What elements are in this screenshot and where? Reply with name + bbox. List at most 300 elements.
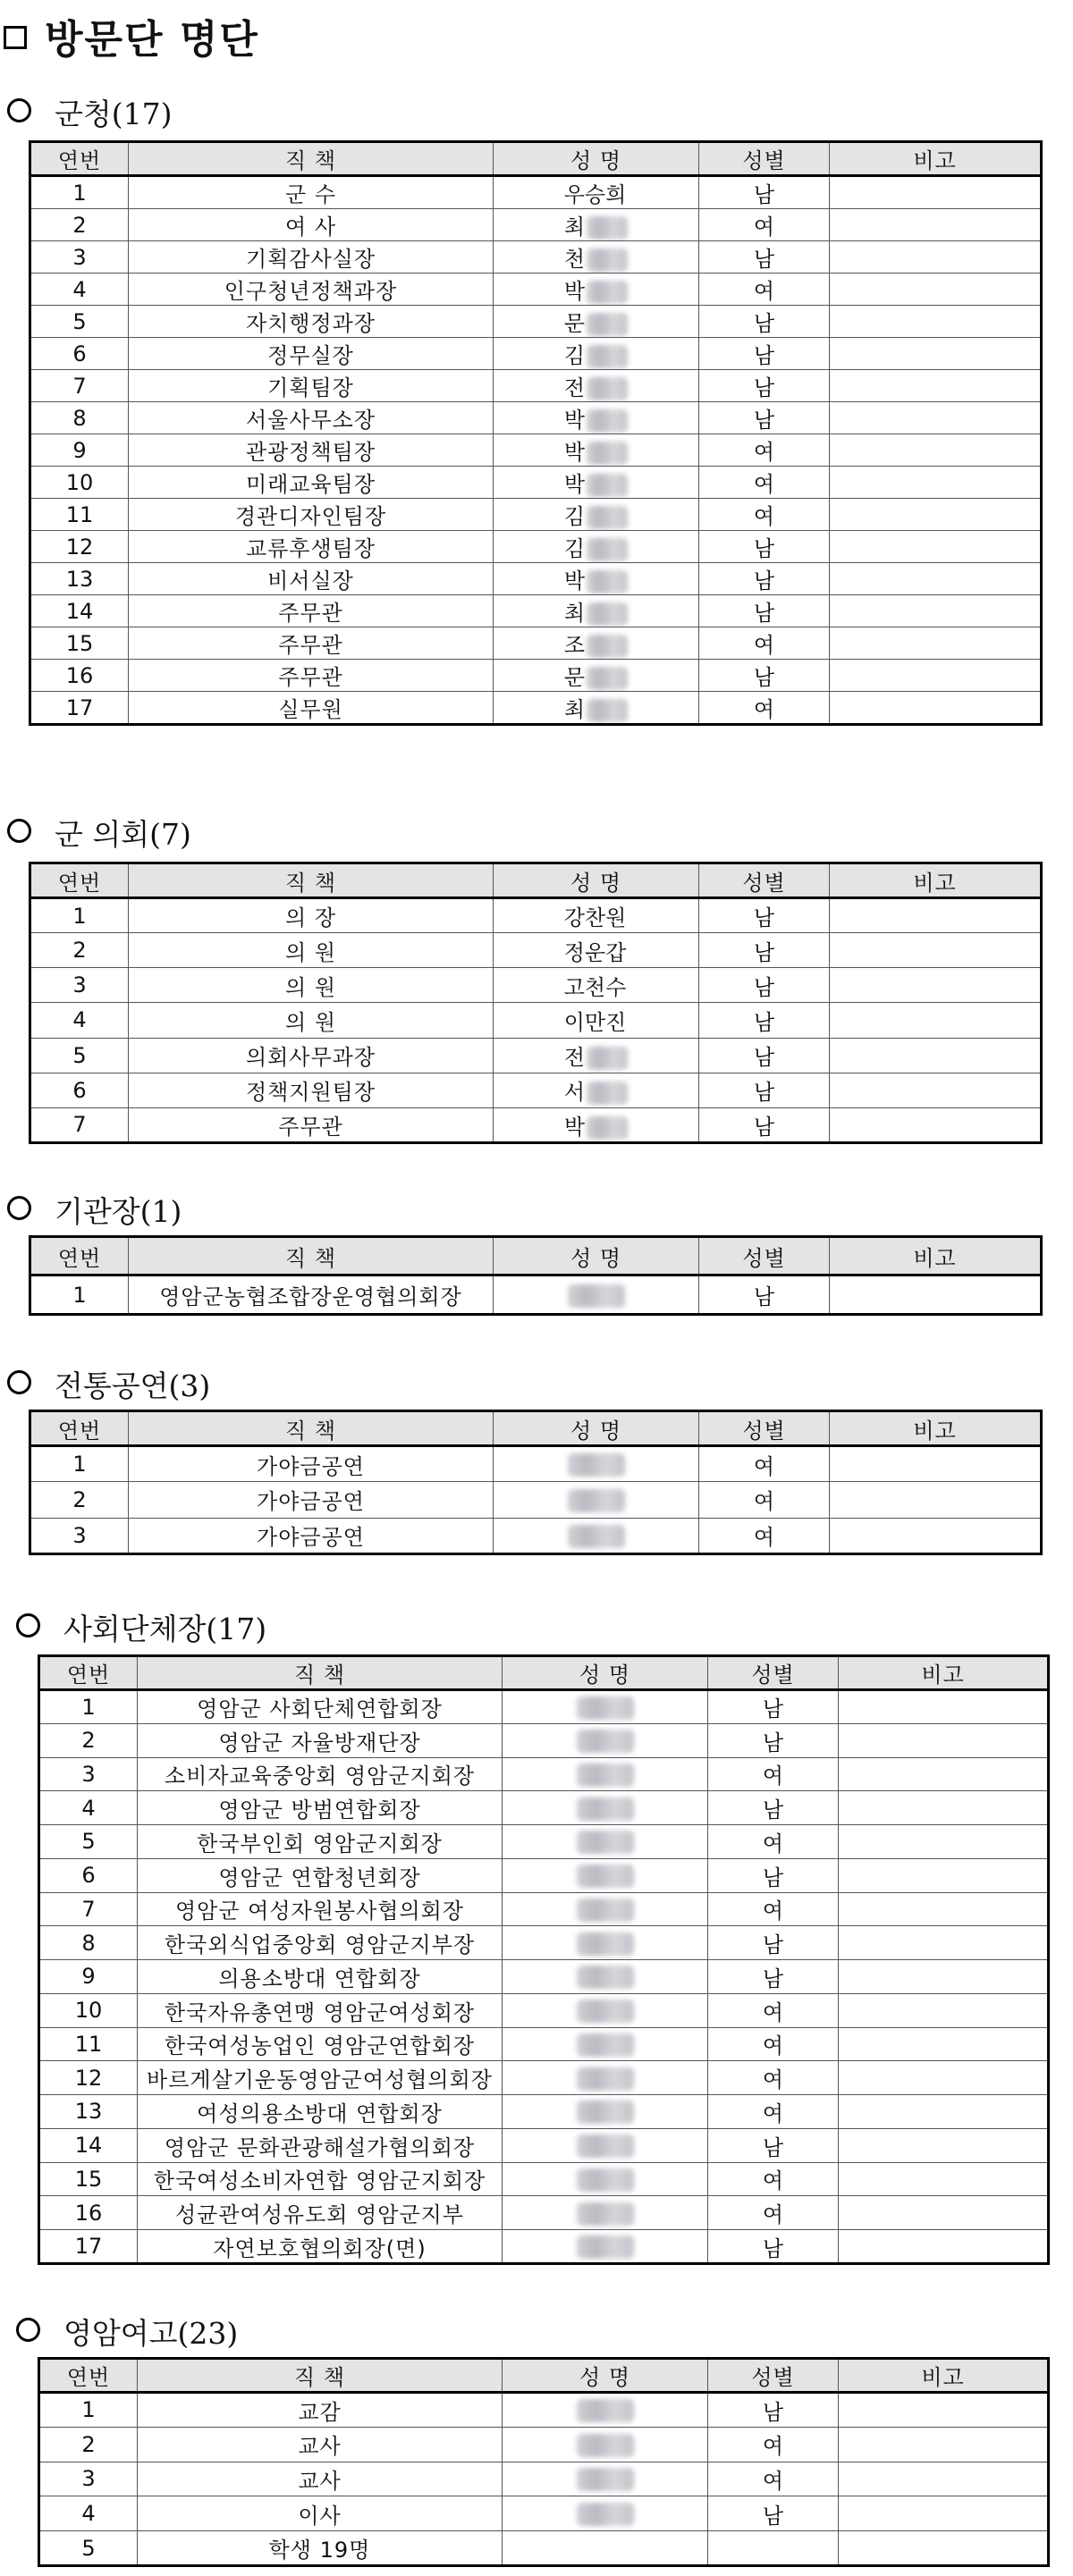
row-name: [494, 467, 699, 499]
row-gender: 남: [699, 1038, 830, 1073]
roster-table-school: [38, 2357, 1050, 2567]
redacted-name-blur: [577, 1898, 634, 1922]
table-header-row: [30, 1237, 1042, 1275]
row-number: 2: [39, 1723, 138, 1757]
row-gender: 남: [708, 1723, 839, 1757]
redacted-name-blur: [587, 248, 628, 272]
redacted-name-blur: [587, 635, 628, 658]
row-gender: 남: [708, 2128, 839, 2162]
row-gender: 여: [708, 1892, 839, 1926]
row-name: [503, 2531, 708, 2566]
table-row: [30, 499, 1042, 531]
row-gender: 여: [708, 2061, 839, 2095]
row-note: [830, 627, 1042, 660]
name-text: 우승희: [563, 182, 627, 207]
row-note: [830, 241, 1042, 274]
table-row: [30, 563, 1042, 595]
row-name: [503, 1723, 708, 1757]
row-note: [839, 2128, 1049, 2162]
name-text: 전: [563, 375, 586, 400]
row-number: 2: [30, 1482, 129, 1518]
row-number: 7: [39, 1892, 138, 1926]
row-role: 영암군 사회단체연합회장: [138, 1690, 503, 1724]
row-role: 주무관: [129, 660, 494, 692]
row-gender: 여: [699, 1482, 830, 1518]
row-number: 4: [39, 2496, 138, 2531]
row-number: 12: [30, 531, 129, 563]
table-row: [30, 176, 1042, 209]
redacted-name-blur: [577, 2434, 634, 2457]
section-heading-text: 영암여고(23): [63, 2316, 239, 2351]
row-gender: 남: [708, 1690, 839, 1724]
row-number: 8: [39, 1926, 138, 1960]
row-role: 가야금공연: [129, 1446, 494, 1482]
redacted-name-blur: [577, 1999, 634, 2023]
row-number: 4: [30, 1003, 129, 1038]
row-note: [830, 968, 1042, 1003]
table-header-row: [39, 1656, 1049, 1690]
row-number: 2: [30, 209, 129, 241]
header-name: 성 명: [494, 142, 699, 176]
table-row: [39, 2427, 1049, 2462]
redacted-name-blur: [577, 2468, 634, 2491]
name-text: 박: [563, 279, 586, 304]
row-gender: 남: [699, 563, 830, 595]
redacted-name-blur: [577, 2134, 634, 2158]
circle-bullet-icon: [7, 98, 31, 122]
redacted-name-blur: [587, 281, 628, 304]
row-number: 5: [39, 2531, 138, 2566]
table-row: [30, 968, 1042, 1003]
redacted-name-blur: [577, 1797, 634, 1821]
row-name: [494, 402, 699, 434]
section-heading-text: 전통공연(3): [55, 1368, 211, 1403]
table-row: [39, 2128, 1049, 2162]
row-gender: 여: [699, 467, 830, 499]
table-row: [30, 660, 1042, 692]
row-name: [494, 370, 699, 402]
row-name: [503, 1690, 708, 1724]
row-gender: [708, 2531, 839, 2566]
row-gender: 여: [708, 1825, 839, 1859]
roster-table-county: [29, 140, 1043, 726]
table-row: [39, 1892, 1049, 1926]
row-name: [494, 595, 699, 627]
row-note: [830, 660, 1042, 692]
row-number: 15: [30, 627, 129, 660]
row-note: [830, 1073, 1042, 1107]
row-role: 한국부인회 영암군지회장: [138, 1825, 503, 1859]
row-note: [839, 2061, 1049, 2095]
table-row: [30, 1038, 1042, 1073]
table-row: [39, 1791, 1049, 1825]
row-name: [494, 660, 699, 692]
redacted-name-blur: [568, 1489, 625, 1512]
row-gender: 남: [699, 660, 830, 692]
row-number: 14: [30, 595, 129, 627]
row-role: 가야금공연: [129, 1518, 494, 1553]
row-name: [494, 499, 699, 531]
row-name: [503, 2061, 708, 2095]
header-no: 연번: [39, 2359, 138, 2393]
redacted-name-blur: [577, 2503, 634, 2526]
row-note: [830, 370, 1042, 402]
table-row: [39, 2230, 1049, 2264]
header-name: 성 명: [503, 1656, 708, 1690]
row-role: 한국여성농업인 영암군연합회장: [138, 2027, 503, 2061]
row-gender: 남: [699, 968, 830, 1003]
row-number: 3: [39, 2462, 138, 2496]
row-number: 14: [39, 2128, 138, 2162]
row-number: 6: [30, 1073, 129, 1107]
row-role: 한국외식업중앙회 영암군지부장: [138, 1926, 503, 1960]
table-row: [30, 338, 1042, 370]
header-name: 성 명: [494, 1411, 699, 1446]
row-number: 6: [30, 338, 129, 370]
table-header-row: [30, 142, 1042, 176]
row-note: [830, 1482, 1042, 1518]
redacted-name-blur: [577, 2033, 634, 2057]
header-role: 직 책: [129, 142, 494, 176]
row-gender: 여: [699, 692, 830, 725]
name-text: 천: [563, 247, 586, 272]
row-note: [830, 434, 1042, 467]
table-row: [39, 1993, 1049, 2027]
row-gender: 남: [708, 1926, 839, 1960]
row-name: [494, 306, 699, 338]
redacted-name-blur: [577, 2067, 634, 2091]
header-note: 비고: [839, 1656, 1049, 1690]
row-role: 교류후생팀장: [129, 531, 494, 563]
row-name: [503, 1757, 708, 1791]
header-role: 직 책: [129, 1411, 494, 1446]
row-gender: 남: [699, 338, 830, 370]
row-gender: 여: [699, 627, 830, 660]
row-role: 영암군 여성자원봉사협의회장: [138, 1892, 503, 1926]
row-gender: 여: [708, 2427, 839, 2462]
row-role: 교감: [138, 2393, 503, 2428]
row-name: [494, 1275, 699, 1315]
row-role: 한국자유총연맹 영암군여성회장: [138, 1993, 503, 2027]
name-text: 최: [563, 215, 586, 240]
row-role: 영암군 자율방재단장: [138, 1723, 503, 1757]
row-gender: 남: [708, 2230, 839, 2264]
section-heading-school: [16, 2311, 238, 2353]
row-gender: 남: [699, 1073, 830, 1107]
row-role: 한국여성소비자연합 영암군지회장: [138, 2162, 503, 2196]
table-row: [30, 306, 1042, 338]
redacted-name-blur: [587, 409, 628, 433]
row-role: 경관디자인팀장: [129, 499, 494, 531]
name-text: 이만진: [563, 1009, 627, 1035]
redacted-name-blur: [568, 1525, 625, 1548]
row-number: 7: [30, 1107, 129, 1142]
row-role: 교사: [138, 2427, 503, 2462]
table-row: [30, 467, 1042, 499]
row-gender: 남: [699, 1275, 830, 1315]
row-number: 7: [30, 370, 129, 402]
square-bullet-icon: [4, 26, 27, 49]
header-name: 성 명: [503, 2359, 708, 2393]
redacted-name-blur: [577, 1831, 634, 1854]
row-number: 1: [39, 1690, 138, 1724]
row-role: 여 사: [129, 209, 494, 241]
redacted-name-blur: [577, 1932, 634, 1956]
redacted-name-blur: [587, 313, 628, 336]
row-name: [494, 274, 699, 306]
row-note: [839, 2162, 1049, 2196]
circle-bullet-icon: [16, 1613, 40, 1637]
section-heading-text: 기관장(1): [55, 1194, 182, 1229]
row-gender: 남: [699, 933, 830, 968]
row-note: [830, 1038, 1042, 1073]
name-text: 최: [563, 697, 586, 722]
row-name: [494, 1073, 699, 1107]
row-role: 영암군 방범연합회장: [138, 1791, 503, 1825]
header-gender: 성별: [699, 863, 830, 898]
row-number: 2: [30, 933, 129, 968]
row-note: [830, 338, 1042, 370]
header-no: 연번: [30, 142, 129, 176]
row-note: [839, 1858, 1049, 1892]
name-text: 최: [563, 601, 586, 626]
row-number: 11: [30, 499, 129, 531]
row-number: 9: [30, 434, 129, 467]
row-note: [830, 1107, 1042, 1142]
roster-table-council: [29, 862, 1043, 1144]
header-gender: 성별: [699, 1237, 830, 1275]
table-row: [30, 531, 1042, 563]
row-name: [494, 338, 699, 370]
name-text: 박: [563, 440, 586, 465]
row-note: [839, 1690, 1049, 1724]
row-role: 의 장: [129, 898, 494, 933]
row-name: [494, 241, 699, 274]
table-row: [39, 1825, 1049, 1859]
row-name: [503, 1960, 708, 1994]
name-text: 박: [563, 408, 586, 433]
row-note: [830, 467, 1042, 499]
table-row: [39, 2531, 1049, 2566]
header-gender: 성별: [699, 142, 830, 176]
table-header-row: [30, 863, 1042, 898]
row-name: [503, 2095, 708, 2129]
row-role: 여성의용소방대 연합회장: [138, 2095, 503, 2129]
row-number: 16: [39, 2196, 138, 2230]
row-gender: 남: [708, 2393, 839, 2428]
row-name: [503, 2462, 708, 2496]
row-note: [839, 2531, 1049, 2566]
row-note: [839, 2027, 1049, 2061]
name-text: 김: [563, 343, 586, 368]
redacted-name-blur: [587, 570, 628, 593]
row-gender: 남: [708, 1858, 839, 1892]
header-gender: 성별: [708, 1656, 839, 1690]
row-note: [830, 499, 1042, 531]
table-row: [30, 1003, 1042, 1038]
row-number: 13: [30, 563, 129, 595]
row-name: [503, 1825, 708, 1859]
row-number: 13: [39, 2095, 138, 2129]
row-role: 주무관: [129, 1107, 494, 1142]
table-row: [39, 1757, 1049, 1791]
row-note: [830, 1003, 1042, 1038]
table-row: [39, 1960, 1049, 1994]
name-text: 박: [563, 568, 586, 593]
circle-bullet-icon: [7, 819, 31, 843]
row-number: 1: [30, 176, 129, 209]
row-gender: 남: [708, 2496, 839, 2531]
row-note: [830, 531, 1042, 563]
row-gender: 남: [708, 1960, 839, 1994]
table-row: [39, 2061, 1049, 2095]
row-note: [830, 1518, 1042, 1553]
row-name: [494, 563, 699, 595]
row-number: 1: [39, 2393, 138, 2428]
row-note: [830, 933, 1042, 968]
row-number: 2: [39, 2427, 138, 2462]
row-note: [839, 2230, 1049, 2264]
table-row: [39, 2393, 1049, 2428]
redacted-name-blur: [587, 1082, 628, 1105]
table-row: [30, 1275, 1042, 1315]
row-role: 비서실장: [129, 563, 494, 595]
row-gender: 여: [699, 499, 830, 531]
row-note: [839, 1993, 1049, 2027]
table-row: [30, 434, 1042, 467]
redacted-name-blur: [587, 602, 628, 626]
redacted-name-blur: [577, 1730, 634, 1753]
name-text: 김: [563, 536, 586, 561]
header-no: 연번: [30, 863, 129, 898]
row-name: [503, 2196, 708, 2230]
row-name: [503, 1926, 708, 1960]
row-number: 17: [39, 2230, 138, 2264]
row-number: 12: [39, 2061, 138, 2095]
table-row: [39, 2027, 1049, 2061]
table-row: [30, 370, 1042, 402]
roster-table-social: [38, 1654, 1050, 2265]
row-role: 영암군농협조합장운영협의회장: [129, 1275, 494, 1315]
row-name: [503, 1858, 708, 1892]
redacted-name-blur: [577, 2168, 634, 2192]
table-row: [39, 2496, 1049, 2531]
row-name: [503, 2230, 708, 2264]
row-gender: 남: [708, 1791, 839, 1825]
name-text: 김: [563, 504, 586, 529]
row-number: 1: [30, 1275, 129, 1315]
row-gender: 남: [699, 595, 830, 627]
row-gender: 남: [699, 306, 830, 338]
row-gender: 남: [699, 402, 830, 434]
table-header-row: [30, 1411, 1042, 1446]
row-role: 미래교육팀장: [129, 467, 494, 499]
row-gender: 여: [708, 2095, 839, 2129]
section-heading-agency: [7, 1189, 182, 1231]
header-note: 비고: [830, 1237, 1042, 1275]
row-note: [839, 1757, 1049, 1791]
header-role: 직 책: [138, 2359, 503, 2393]
redacted-name-blur: [568, 1284, 625, 1308]
row-name: [494, 1482, 699, 1518]
row-name: [494, 1107, 699, 1142]
row-note: [839, 1892, 1049, 1926]
name-text: 정운갑: [563, 939, 627, 965]
row-note: [839, 1926, 1049, 1960]
row-name: [494, 1038, 699, 1073]
row-gender: 여: [708, 1757, 839, 1791]
section-heading-council: [7, 812, 191, 854]
row-note: [839, 1791, 1049, 1825]
header-note: 비고: [830, 142, 1042, 176]
row-role: 주무관: [129, 595, 494, 627]
table-row: [39, 1690, 1049, 1724]
redacted-name-blur: [587, 345, 628, 368]
table-row: [30, 595, 1042, 627]
row-name: [494, 531, 699, 563]
redacted-name-blur: [577, 2100, 634, 2124]
row-note: [839, 2427, 1049, 2462]
section-heading-county: [7, 91, 173, 133]
row-note: [830, 1446, 1042, 1482]
table-row: [39, 1926, 1049, 1960]
row-number: 8: [30, 402, 129, 434]
row-role: 교사: [138, 2462, 503, 2496]
name-text: 박: [563, 1114, 586, 1140]
section-heading-traditional: [7, 1363, 210, 1405]
table-row: [30, 274, 1042, 306]
row-name: [494, 1518, 699, 1553]
table-row: [39, 2095, 1049, 2129]
row-role: 소비자교육중앙회 영암군지회장: [138, 1757, 503, 1791]
row-role: 기획팀장: [129, 370, 494, 402]
redacted-name-blur: [577, 1966, 634, 1989]
row-role: 가야금공연: [129, 1482, 494, 1518]
row-role: 군 수: [129, 176, 494, 209]
row-number: 4: [30, 274, 129, 306]
row-note: [830, 1275, 1042, 1315]
page-title: [4, 7, 259, 64]
row-number: 3: [30, 1518, 129, 1553]
row-name: [494, 933, 699, 968]
row-gender: 여: [708, 2462, 839, 2496]
circle-bullet-icon: [7, 1370, 31, 1394]
table-row: [30, 1073, 1042, 1107]
row-role: 의 원: [129, 968, 494, 1003]
row-role: 의 원: [129, 1003, 494, 1038]
redacted-name-blur: [587, 538, 628, 561]
page-title-text: 방문단 명단: [45, 17, 259, 63]
redacted-name-blur: [587, 506, 628, 529]
row-number: 10: [39, 1993, 138, 2027]
row-name: [494, 627, 699, 660]
redacted-name-blur: [587, 474, 628, 497]
row-role: 정책지원팀장: [129, 1073, 494, 1107]
row-role: 성균관여성유도회 영암군지부: [138, 2196, 503, 2230]
table-row: [30, 1518, 1042, 1553]
row-gender: 남: [699, 898, 830, 933]
header-note: 비고: [830, 1411, 1042, 1446]
name-text: 조: [563, 633, 586, 658]
row-name: [494, 176, 699, 209]
row-name: [503, 2128, 708, 2162]
row-number: 6: [39, 1858, 138, 1892]
row-number: 17: [30, 692, 129, 725]
row-number: 3: [30, 968, 129, 1003]
row-number: 16: [30, 660, 129, 692]
row-name: [494, 968, 699, 1003]
table-row: [39, 2462, 1049, 2496]
